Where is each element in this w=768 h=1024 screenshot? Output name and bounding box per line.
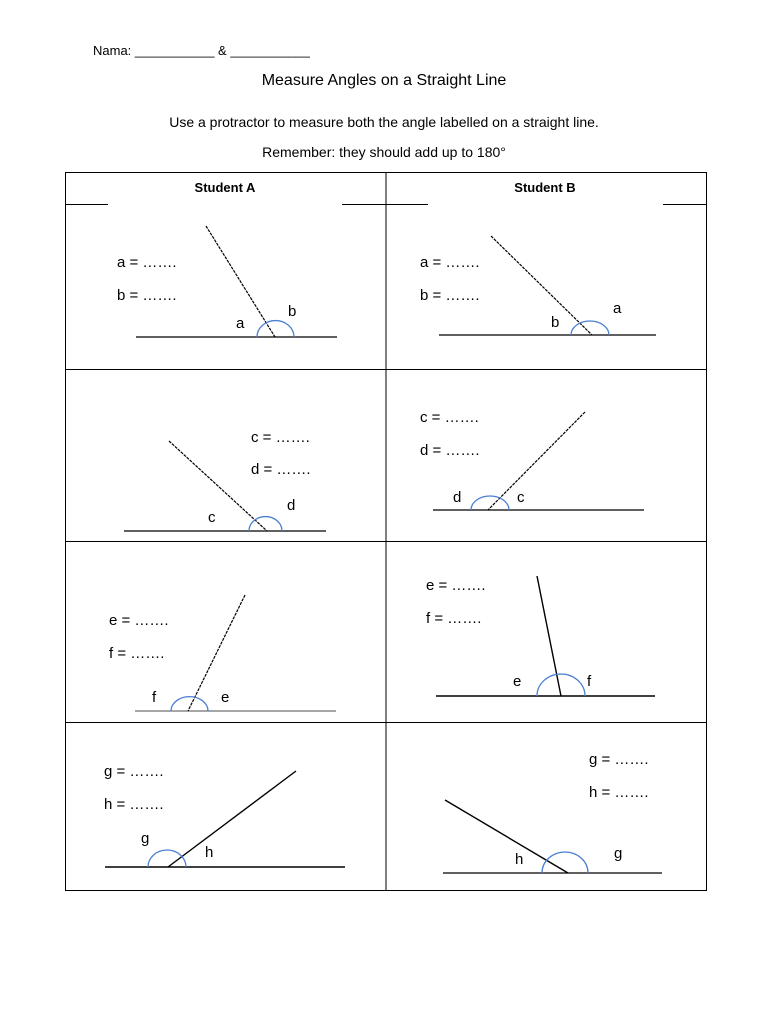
name-line: Nama: ___________ & ___________	[93, 43, 310, 58]
angle-diagram-a2	[124, 429, 326, 531]
angle-label: d	[287, 497, 296, 514]
ray	[488, 412, 585, 510]
ray	[491, 236, 592, 335]
angle-label: g	[141, 830, 150, 847]
column-header-student-a: Student A	[194, 180, 256, 195]
angle-label: a	[613, 300, 622, 317]
answer-line: b = …….	[117, 287, 177, 304]
angle-diagram-b1	[420, 236, 656, 335]
ray	[169, 441, 267, 531]
answer-line: f = …….	[426, 610, 482, 627]
column-header-student-b: Student B	[514, 180, 576, 195]
angle-label: g	[614, 845, 623, 862]
angle-arc	[257, 321, 294, 337]
answer-line: g = …….	[589, 751, 649, 768]
angle-diagram-b2	[420, 409, 644, 510]
angle-label: h	[515, 851, 524, 868]
answer-line: e = …….	[426, 577, 486, 594]
page-title: Measure Angles on a Straight Line	[261, 72, 507, 89]
angle-diagram-a1	[117, 226, 337, 337]
angle-diagram-b3	[426, 576, 655, 696]
answer-line: f = …….	[109, 645, 165, 662]
answer-line: e = …….	[109, 612, 169, 629]
angle-label: h	[205, 844, 214, 861]
answer-line: c = …….	[251, 429, 310, 446]
answer-line: h = …….	[589, 784, 649, 801]
answer-line: a = …….	[117, 254, 177, 271]
angle-label: a	[236, 315, 245, 332]
answer-line: a = …….	[420, 254, 480, 271]
answer-line: d = …….	[251, 461, 311, 478]
answer-line: d = …….	[420, 442, 480, 459]
answer-line: c = …….	[420, 409, 479, 426]
angle-label: c	[517, 489, 525, 506]
angle-label: e	[221, 689, 230, 706]
ray	[445, 800, 568, 873]
angle-label: c	[208, 509, 216, 526]
angle-label: b	[551, 314, 560, 331]
ray	[168, 771, 296, 867]
answer-line: g = …….	[104, 763, 164, 780]
angle-diagram-a3	[109, 595, 336, 711]
angle-diagram-b4	[443, 751, 662, 873]
angle-label: b	[288, 303, 297, 320]
angle-label: e	[513, 673, 522, 690]
ray	[537, 576, 561, 696]
angle-label: f	[152, 689, 157, 706]
angle-label: f	[587, 673, 592, 690]
ray	[188, 595, 245, 711]
reminder-text: Remember: they should add up to 180°	[262, 144, 506, 160]
answer-line: h = …….	[104, 796, 164, 813]
answer-line: b = …….	[420, 287, 480, 304]
angle-label: d	[453, 489, 462, 506]
instruction-text: Use a protractor to measure both the angle labelled on a straight line.	[169, 114, 599, 130]
angle-diagram-a4	[104, 763, 345, 867]
angle-arc	[542, 852, 588, 873]
